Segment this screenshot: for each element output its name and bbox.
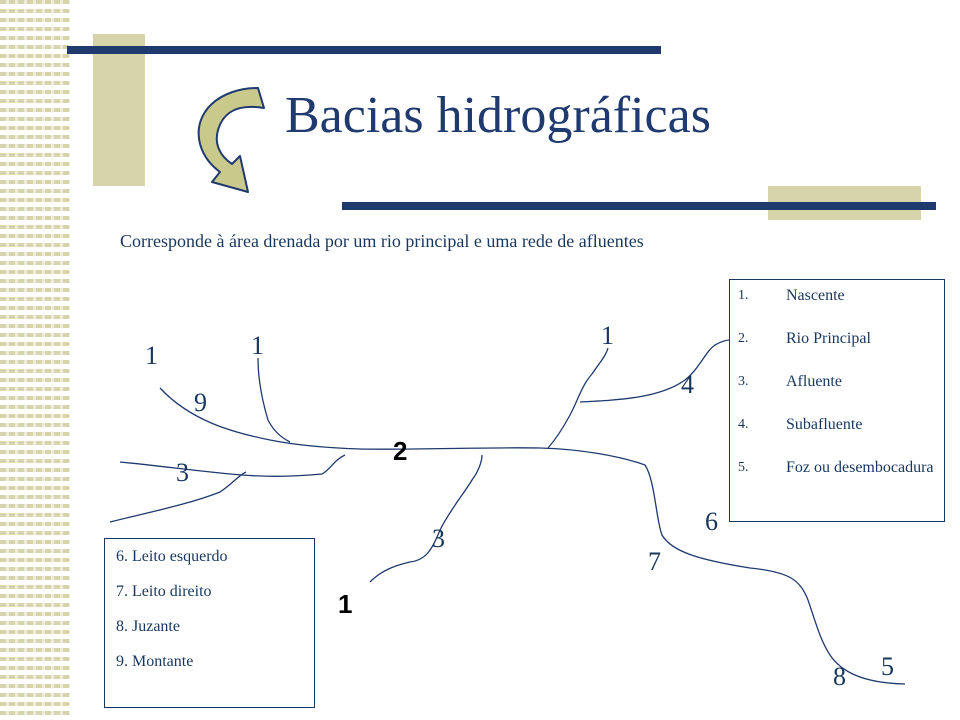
tributary-top-left	[258, 358, 290, 442]
legend-item: 4. Subafluente	[738, 416, 863, 433]
label-downstream-8: 8	[833, 662, 846, 691]
label-right-bank-7: 7	[648, 547, 661, 576]
label-source-1b: 1	[251, 331, 264, 360]
label-source-1c: 1	[601, 321, 614, 350]
legend-item: 9. Montante	[116, 653, 194, 670]
label-tributary-3b: 3	[432, 524, 445, 553]
tributary-lower-middle	[370, 455, 482, 582]
legend-item: 2. Rio Principal	[738, 330, 871, 347]
label-left-bank-6: 6	[705, 507, 718, 536]
legend-item: 3. Afluente	[738, 373, 842, 390]
legend-item: 1. Nascente	[738, 287, 845, 304]
legend-item: 8. Juzante	[116, 618, 180, 635]
legend-item: 7. Leito direito	[116, 583, 212, 600]
legend-box-left	[104, 538, 315, 708]
tributary-left-upper	[120, 455, 345, 476]
label-subtributary-4: 4	[681, 370, 694, 399]
label-tributary-3a: 3	[176, 458, 189, 487]
legend-item: 6. Leito esquerdo	[116, 548, 228, 565]
tributary-upper-right	[548, 348, 608, 448]
legend-item: 5. Foz ou desembocadura	[738, 459, 934, 476]
slide-subtitle: Corresponde à área drenada por um rio principal e uma rede de afluentes	[120, 231, 644, 251]
label-upstream-9: 9	[194, 388, 207, 417]
slide-title: Bacias hidrográficas	[285, 87, 711, 144]
legend-box-right	[729, 279, 945, 522]
label-mouth-5: 5	[881, 652, 894, 681]
label-main-river-2: 2	[393, 436, 408, 466]
label-source-1a: 1	[145, 341, 158, 370]
label-source-1d: 1	[338, 589, 353, 619]
